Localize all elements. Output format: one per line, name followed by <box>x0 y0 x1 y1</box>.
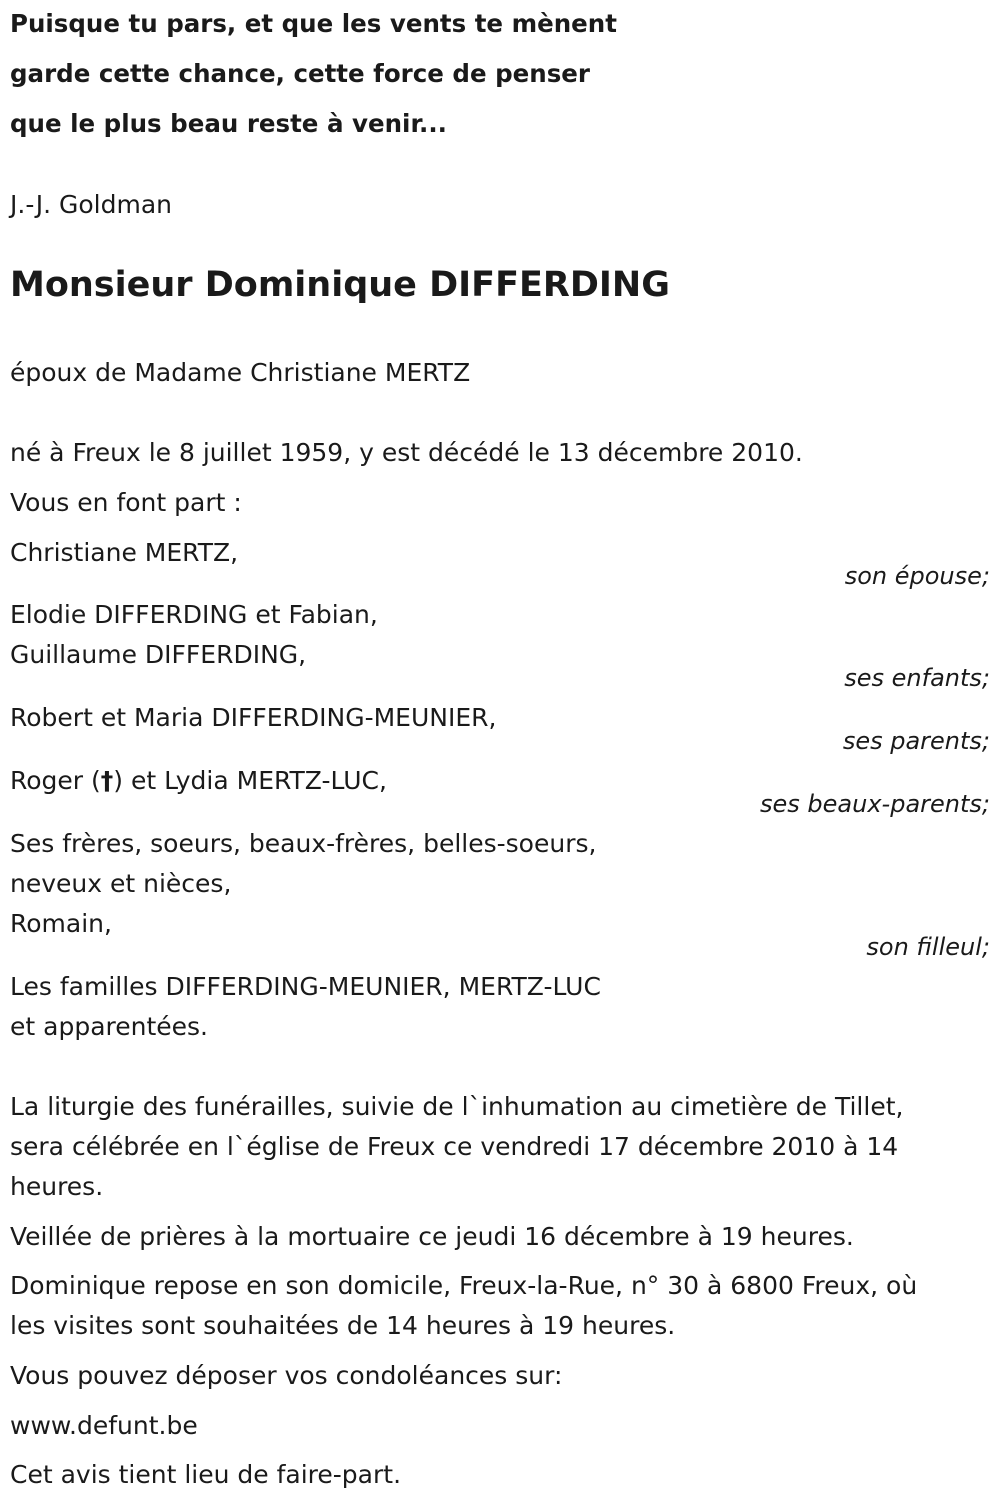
family-spouse-name: Christiane MERTZ, <box>10 538 239 567</box>
poem-line-3: que le plus beau reste à venir... <box>10 109 447 138</box>
family-child-1: Elodie DIFFERDING et Fabian, <box>10 600 378 629</box>
closing-line: Cet avis tient lieu de faire-part. <box>10 1460 402 1489</box>
family-parents-name: Robert et Maria DIFFERDING-MEUNIER, <box>10 703 497 732</box>
family-in-laws-name <box>10 768 387 793</box>
family-families-line-2: et apparentées. <box>10 1012 208 1041</box>
poem-line-1: Puisque tu pars, et que les vents te mènent <box>10 9 617 38</box>
family-godson-name: Romain, <box>10 909 112 938</box>
family-spouse-relation: son épouse; <box>844 562 990 590</box>
poem-line-2: garde cette chance, cette force de penser <box>10 59 590 88</box>
condolences-intro: Vous pouvez déposer vos condoléances sur: <box>10 1361 563 1390</box>
funeral-line-3: heures. <box>10 1172 104 1201</box>
family-parents-relation: ses parents; <box>842 727 990 755</box>
family-siblings-line-2: neveux et nièces, <box>10 869 232 898</box>
family-in-laws-relation: ses beaux-parents; <box>760 790 990 818</box>
condolences-url[interactable]: www.defunt.be <box>10 1411 198 1440</box>
deceased-name: Monsieur Dominique DIFFERDING <box>10 265 670 305</box>
family-siblings-line-1: Ses frères, soeurs, beaux-frères, belles-soeurs, <box>10 829 597 858</box>
birth-death-line: né à Freux le 8 juillet 1959, y est décédé le 13 décembre 2010. <box>10 438 803 467</box>
poem-author: J.-J. Goldman <box>10 190 172 219</box>
in-laws-name-after: ) et Lydia MERTZ-LUC, <box>113 766 387 795</box>
funeral-line-1: La liturgie des funérailles, suivie de l`inhumation au cimetière de Tillet, <box>10 1092 904 1121</box>
family-godson-relation: son filleul; <box>866 933 990 961</box>
funeral-line-2: sera célébrée en l`église de Freux ce vendredi 17 décembre 2010 à 14 <box>10 1132 899 1161</box>
spouse-line: époux de Madame Christiane MERTZ <box>10 358 471 387</box>
rest-line-1: Dominique repose en son domicile, Freux-la-Rue, n° 30 à 6800 Freux, où <box>10 1271 918 1300</box>
family-families-line-1: Les familles DIFFERDING-MEUNIER, MERTZ-LUC <box>10 972 601 1001</box>
cross-icon: † <box>100 766 114 795</box>
in-laws-name-before: Roger ( <box>10 766 101 795</box>
vigil-line: Veillée de prières à la mortuaire ce jeudi 16 décembre à 19 heures. <box>10 1222 854 1251</box>
family-child-2: Guillaume DIFFERDING, <box>10 640 307 669</box>
family-children-relation: ses enfants; <box>844 664 990 692</box>
rest-line-2: les visites sont souhaitées de 14 heures à 19 heures. <box>10 1311 676 1340</box>
announce-intro: Vous en font part : <box>10 488 242 517</box>
